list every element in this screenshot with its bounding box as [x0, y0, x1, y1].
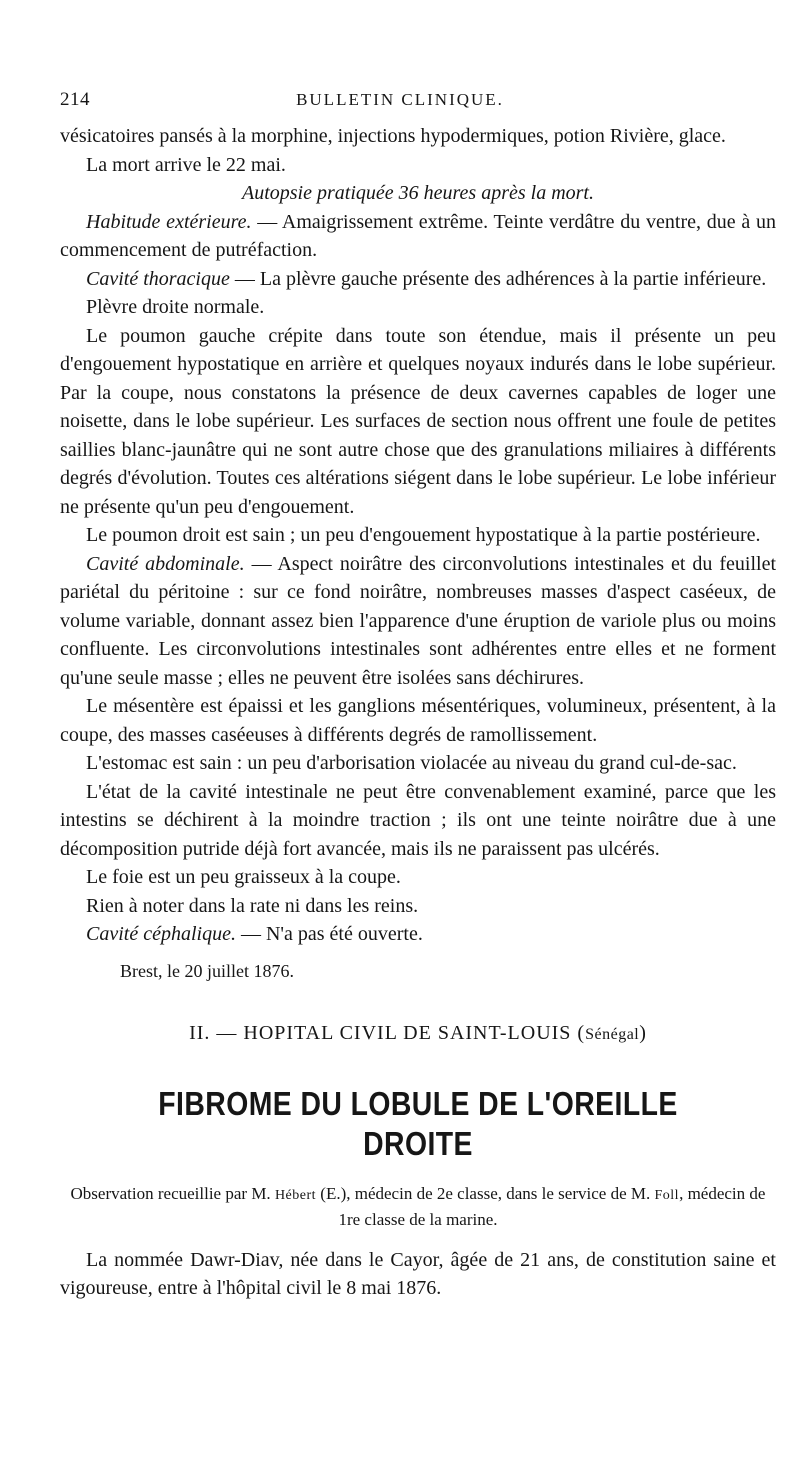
section-heading-close: ) [639, 1022, 647, 1044]
credit-text: Observation recueillie par M. [70, 1183, 275, 1203]
paragraph: L'état de la cavité intestinale ne peut être convenablement examiné, parce que les intestins se déchirent à la moindre traction ; ils ont une teinte noirâtre due à une décomposition putride déjà fort avancée, mais ils ne paraissent pas ulcérés. [60, 780, 776, 860]
credit-chief: Foll [654, 1187, 680, 1203]
paragraph: La nommée Dawr-Diav, née dans le Cayor, âgée de 21 ans, de constitution saine et vigoureuse, entre à l'hôpital civil le 8 mai 1876. [60, 1248, 776, 1299]
page-header [60, 86, 740, 114]
subheading: Habitude extérieure. [86, 210, 252, 233]
paragraph-text: — Aspect noirâtre des circonvolutions intestinales et du feuillet pariétal du péritoine : sur ce fond noirâtre, nombreuses masses d'aspect caséeux, de volume variable, donnant assez bien l'apparence d'une éruption de variole plus ou moins confluente. Les circonvolutions intestinales sont adhérentes entre elles et ne forment qu'une seule masse ; elles ne peuvent être isolées sans déchirures. [60, 552, 777, 689]
section-heading-text: II. — HOPITAL CIVIL DE SAINT-LOUIS ( [189, 1022, 586, 1044]
paragraph: vésicatoires pansés à la morphine, injections hypodermiques, potion Rivière, glace. [60, 125, 726, 147]
paragraph-text: — La plèvre gauche présente des adhérences à la partie inférieure. [229, 267, 767, 290]
paragraph: L'estomac est sain : un peu d'arborisation violacée au niveau du grand cul-de-sac. [86, 752, 737, 774]
paragraph: Le poumon gauche crépite dans toute son étendue, mais il présente un peu d'engouement hypostatique en arrière et quelques noyaux indurés dans le lobe supérieur. Par la coupe, nous constatons la présence de deux cavernes capables de loger une noisette, dans le lobe supérieur. Les surfaces de section nous offrent une foule de petites saillies blanc-jaunâtre qui ne sont autre chose que des granulations miliaires à différents degrés d'évolution. Toutes ces altérations siégent dans le lobe supérieur. Le lobe inférieur ne présente qu'un peu d'engouement. [60, 324, 776, 518]
subheading: Cavité céphalique. [86, 923, 236, 945]
subheading: Cavité abdominale. [86, 552, 245, 575]
subheading: Cavité thoracique [86, 267, 230, 290]
paragraph [60, 920, 776, 949]
autopsy-heading-text: Autopsie pratiquée 36 heures après la mort. [241, 182, 594, 204]
section-heading [60, 1019, 776, 1050]
article-title: FIBROME DU LOBULE DE L'OREILLE DROITE [158, 1084, 678, 1162]
paragraph [60, 550, 776, 693]
credit-text: (E.), médecin de 2e classe, dans le service de M. [316, 1183, 655, 1203]
paragraph: Le foie est un peu graisseux à la coupe. [86, 866, 401, 888]
paragraph: Le mésentère est épaissi et les ganglions mésentériques, volumineux, présentent, à la coupe, des masses caséeuses à différents degrés de ramollissement. [60, 695, 776, 746]
paragraph-text: — Amaigrissement extrême. Teinte verdâtre du ventre, due à un commencement de putréfaction. [60, 210, 776, 261]
paragraph-text: — N'a pas été ouverte. [235, 923, 423, 945]
paragraph [60, 208, 776, 265]
credit-author: Hébert [274, 1187, 317, 1203]
running-title: BULLETIN CLINIQUE. [296, 90, 504, 109]
observation-credit [60, 1182, 776, 1232]
paragraph: Plèvre droite normale. [86, 296, 265, 318]
paragraph [60, 265, 776, 294]
article-body [60, 122, 776, 1303]
paragraph: Le poumon droit est sain ; un peu d'engouement hypostatique à la partie postérieure. [86, 524, 761, 546]
autopsy-heading [60, 179, 776, 208]
section-heading-location: Sénégal [585, 1026, 640, 1043]
signoff: Brest, le 20 juillet 1876. [120, 960, 294, 981]
credit-text: , médecin de 1re classe de la marine. [338, 1183, 766, 1229]
paragraph: La mort arrive le 22 mai. [86, 153, 286, 176]
paragraph: Rien à noter dans la rate ni dans les reins. [86, 894, 419, 917]
page-number: 214 [60, 89, 90, 110]
